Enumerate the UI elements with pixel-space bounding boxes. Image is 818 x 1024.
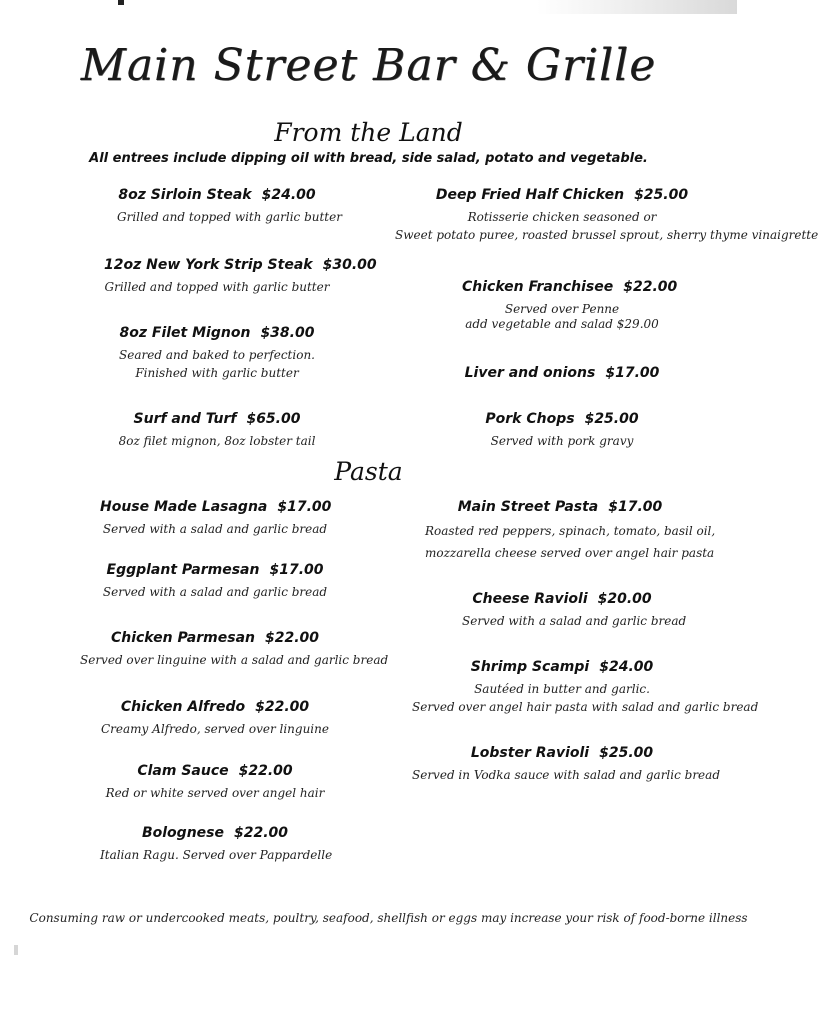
menu-item-title (80, 629, 350, 647)
menu-item-price: $65.00 (246, 411, 301, 427)
menu-item-title (100, 824, 330, 842)
menu-item-title (395, 186, 729, 204)
menu-item-chicken-parmesan (80, 629, 389, 669)
menu-item-price: $24.00 (261, 187, 316, 203)
menu-item-name: Chicken Alfredo (120, 699, 246, 715)
menu-item-name: 12oz New York Strip Steak (104, 257, 313, 273)
menu-item-name: Bolognese (141, 825, 224, 841)
menu-item-surf-and-turf (117, 410, 317, 450)
menu-item-title (412, 658, 712, 676)
menu-item-price: $24.00 (599, 659, 654, 675)
menu-item-bolognese (100, 824, 333, 864)
menu-item-description: Served with pork gravy (490, 434, 634, 448)
menu-item-price: $38.00 (260, 325, 315, 341)
menu-item-name: Chicken Franchisee (462, 279, 614, 295)
menu-item-liver-and-onions (462, 364, 662, 382)
menu-item-title (462, 278, 678, 296)
menu-item-lasagna (100, 498, 330, 538)
menu-item-name: Liver and onions (464, 365, 596, 381)
menu-item-title (100, 561, 330, 579)
menu-item-description: 8oz filet mignon, 8oz lobster tail (118, 434, 316, 448)
menu-item-description: Finished with garlic butter (135, 366, 299, 380)
menu-item-shrimp-scampi (412, 658, 759, 716)
menu-item-name: Deep Fried Half Chicken (435, 187, 625, 203)
menu-item-price: $17.00 (269, 562, 324, 578)
scan-artifact-edge (14, 945, 18, 955)
menu-item-name: Surf and Turf (133, 411, 237, 427)
menu-item-title (104, 256, 377, 274)
menu-item-description: Served over linguine with a salad and garlic bread (80, 653, 389, 667)
menu-item-description: Roasted red peppers, spinach, tomato, basil oil, (425, 524, 716, 538)
menu-item-name: Chicken Parmesan (110, 630, 255, 646)
scan-artifact-shade (537, 0, 737, 14)
menu-item-name: Eggplant Parmesan (106, 562, 260, 578)
menu-item-title (462, 364, 662, 382)
menu-item-name: Shrimp Scampi (470, 659, 590, 675)
menu-item-name: 8oz Filet Mignon (119, 325, 251, 341)
menu-item-description: Served over Penne (504, 302, 620, 316)
menu-item-title (462, 590, 662, 608)
menu-item-description: Grilled and topped with garlic butter (117, 210, 342, 224)
menu-item-price: $22.00 (623, 279, 678, 295)
menu-item-description: Served with a salad and garlic bread (102, 522, 328, 536)
section-heading-pasta: Pasta (334, 457, 403, 486)
menu-item-name: Cheese Ravioli (472, 591, 588, 607)
menu-item-description: Sweet potato puree, roasted brussel sprout, sherry thyme vinaigrette (395, 228, 818, 242)
menu-item-description: Rotisserie chicken seasoned or (467, 210, 657, 224)
menu-item-main-street-pasta (425, 498, 716, 564)
menu-item-description: Italian Ragu. Served over Pappardelle (100, 848, 333, 862)
menu-item-price: $17.00 (608, 499, 663, 515)
menu-item-title (100, 698, 330, 716)
menu-item-filet-mignon (117, 324, 317, 382)
menu-item-title (117, 186, 317, 204)
menu-item-description: Sautéed in butter and garlic. (474, 682, 650, 696)
menu-item-title (117, 324, 317, 342)
menu-item-price: $22.00 (255, 699, 310, 715)
menu-item-name: Lobster Ravioli (470, 745, 590, 761)
menu-item-name: House Made Lasagna (100, 499, 268, 515)
menu-item-name: 8oz Sirloin Steak (118, 187, 252, 203)
menu-item-description: add vegetable and salad $29.00 (465, 317, 659, 331)
menu-item-price: $25.00 (584, 411, 639, 427)
menu-item-chicken-franchisee (462, 278, 678, 331)
menu-item-title (117, 410, 317, 428)
menu-item-title (100, 498, 330, 516)
menu-item-title (425, 498, 695, 516)
menu-item-price: $20.00 (597, 591, 652, 607)
section-heading-land: From the Land (274, 118, 463, 147)
menu-item-title (412, 744, 712, 762)
menu-item-description: Seared and baked to perfection. (119, 348, 315, 362)
menu-item-description: Grilled and topped with garlic butter (104, 280, 330, 294)
menu-item-name: Main Street Pasta (457, 499, 599, 515)
menu-item-price: $17.00 (277, 499, 332, 515)
menu-item-chicken-alfredo (100, 698, 330, 738)
menu-item-cheese-ravioli (462, 590, 687, 630)
menu-item-name: Clam Sauce (137, 763, 229, 779)
scan-artifact-mark (118, 0, 124, 5)
food-safety-disclaimer: Consuming raw or undercooked meats, poultry, seafood, shellfish or eggs may increase your risk of food-borne illness (29, 911, 748, 925)
menu-item-title (462, 410, 662, 428)
menu-item-pork-chops (462, 410, 662, 450)
menu-item-eggplant-parmesan (100, 561, 330, 601)
menu-item-description: Served in Vodka sauce with salad and garlic bread (412, 768, 720, 782)
menu-item-ny-strip-steak (104, 256, 377, 296)
menu-item-title (100, 762, 330, 780)
menu-item-description: Red or white served over angel hair (105, 786, 325, 800)
menu-item-price: $25.00 (634, 187, 689, 203)
menu-item-name: Pork Chops (485, 411, 575, 427)
menu-item-price: $22.00 (238, 763, 293, 779)
menu-item-description: Served with a salad and garlic bread (102, 585, 328, 599)
menu-item-price: $22.00 (234, 825, 289, 841)
menu-item-sirloin-steak (117, 186, 342, 226)
menu-item-description: Creamy Alfredo, served over linguine (101, 722, 329, 736)
menu-item-clam-sauce (100, 762, 330, 802)
menu-item-price: $22.00 (265, 630, 320, 646)
menu-item-lobster-ravioli (412, 744, 720, 784)
menu-item-description: Served over angel hair pasta with salad and garlic bread (412, 700, 759, 714)
menu-item-description: Served with a salad and garlic bread (462, 614, 687, 628)
restaurant-title: Main Street Bar & Grille (80, 40, 657, 91)
menu-item-price: $25.00 (599, 745, 654, 761)
menu-item-description: mozzarella cheese served over angel hair pasta (425, 546, 715, 560)
menu-item-price: $30.00 (322, 257, 377, 273)
entree-note: All entrees include dipping oil with bread, side salad, potato and vegetable. (89, 151, 648, 166)
menu-item-price: $17.00 (605, 365, 660, 381)
menu-item-half-chicken (395, 186, 818, 244)
